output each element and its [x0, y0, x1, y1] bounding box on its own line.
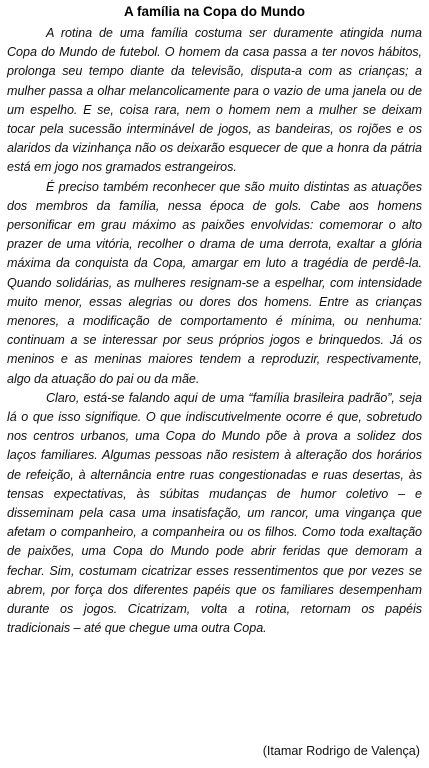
paragraph-1: A rotina de uma família costuma ser duramente atingida numa Copa do Mundo de futebol. O homem da casa passa a ter novos hábitos, prolonga seu tempo diante da televisão, disputa-a com as crianças; a mulher passa a olhar melancolicamente para o vazio de uma janela ou de um espelho. E se, coisa rara, nem o homem nem a mulher se deixam tocar pela sucessão interminável de jogos, as bandeiras, os rojões e os alaridos da vizinhança não os deixarão esquecer de que a honra da pátria está em jogo nos gramados estrangeiros. [7, 26, 422, 175]
document-title: A família na Copa do Mundo [124, 4, 305, 19]
paragraph-3: Claro, está-se falando aqui de uma “família brasileira padrão”, seja lá o que isso signifique. O que indiscutivelmente ocorre é que, sobretudo nos centros urbanos, uma Copa do Mundo põe à prova a solidez dos laços familiares. Algumas pessoas não resistem à alteração dos horários de refeição, à alternância entre ruas congestionadas e ruas desertas, às tensas expectativas, às súbitas mudanças de humor coletivo – e disseminam pela casa uma insatisfação, um rancor, uma vingança que afetam o companheiro, a companheira ou os filhos. Como toda exaltação de paixões, uma Copa do Mundo pode abrir feridas que demoram a fechar. Sim, costumam cicatrizar esses ressentimentos que por vezes se abrem, por força dos diferentes papéis que os familiares desempenham durante os jogos. Cicatrizam, volta a rotina, retornam os papéis tradicionais – até que chegue uma outra Copa. [7, 390, 422, 636]
author-credit: (Itamar Rodrigo de Valença) [262, 744, 420, 758]
paragraph-2: É preciso também reconhecer que são muito distintas as atuações dos membros da família, nessa época de gols. Cabe aos homens personificar em grau máximo as paixões envolvidas: comemorar o alto prazer de uma vitória, recolher o drama de uma derrota, exaltar a glória máxima da conquista da Copa, amargar em luto a tragédia de perdê-la. Quando solidárias, as mulheres resignam-se a espelhar, com intensidade muito menor, essas alegrias ou dores dos homens. Entre as crianças menores, a modificação de comportamento é mínima, ou nenhuma: continuam a se interessar por seus próprios jogos e brinquedos. Já os meninos e as meninas maiores tendem a reproduzir, respectivamente, algo da atuação do pai ou da mãe. [7, 179, 422, 386]
